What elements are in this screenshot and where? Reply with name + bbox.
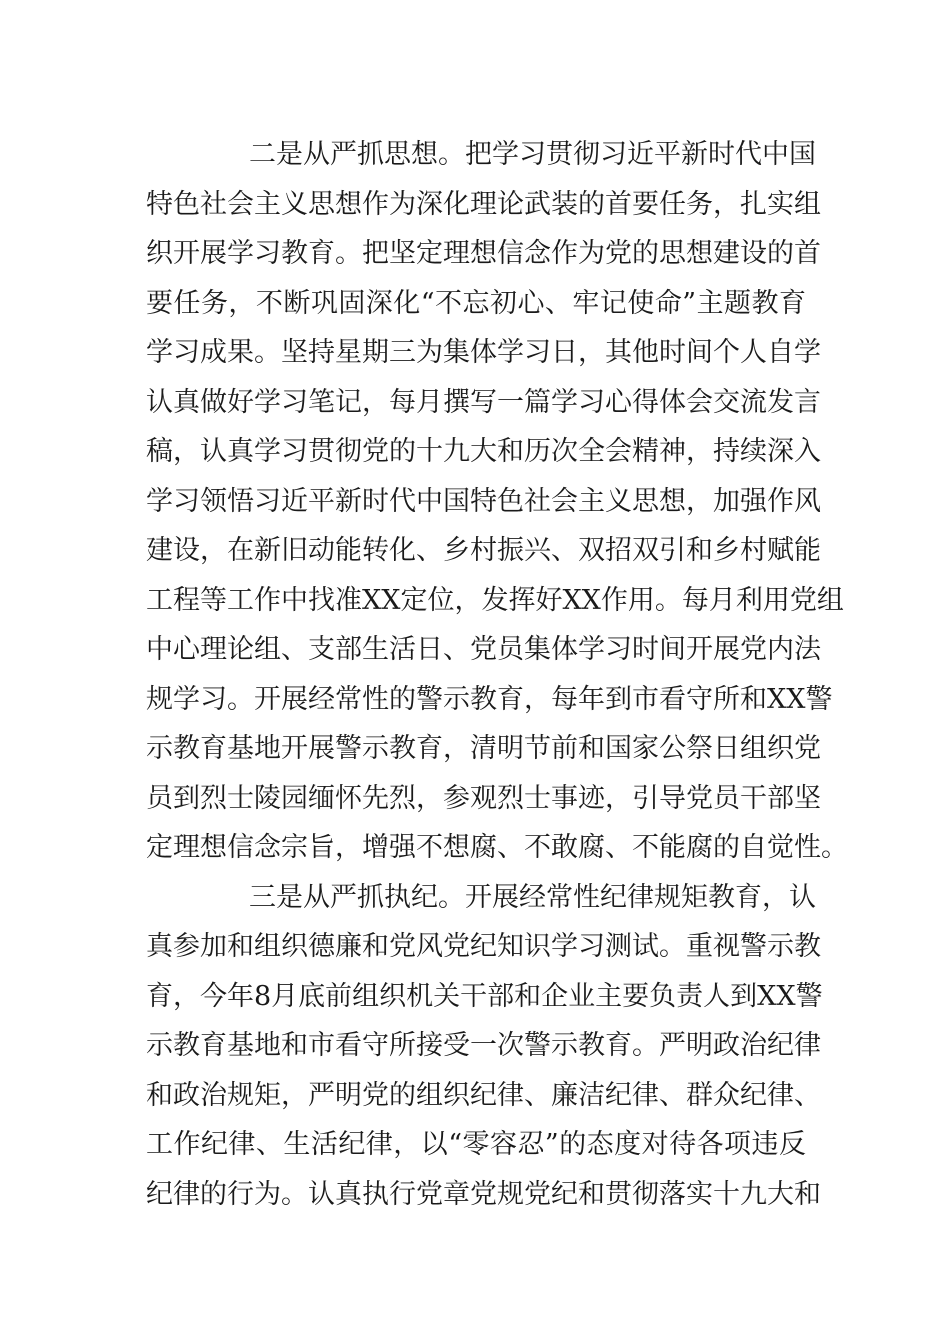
- paragraph-line: 学习成果。坚持星期三为集体学习日，其他时间个人自学: [146, 337, 821, 368]
- paragraph-line: 织开展学习教育。把坚定理想信念作为党的思想建设的首: [146, 238, 821, 269]
- paragraph-line: 员到烈士陵园缅怀先烈，参观烈士事迹，引导党员干部坚: [146, 782, 821, 814]
- paragraph-line: 纪律的行为。认真执行党章党规党纪和贯彻落实十九大和: [146, 1178, 821, 1210]
- paragraph-discipline: [146, 873, 823, 1220]
- paragraph-line: 规学习。开展经常性的警示教育，每年到市看守所和XX警: [146, 683, 833, 715]
- paragraph-line: 中心理论组、支部生活日、党员集体学习时间开展党内法: [146, 634, 821, 665]
- document-body: [146, 130, 848, 1219]
- paragraph-line: 学习领悟习近平新时代中国特色社会主义思想，加强作风: [146, 485, 821, 517]
- paragraph-thought: [146, 130, 848, 873]
- paragraph-line: 三是从严抓执纪。开展经常性纪律规矩教育，认: [249, 881, 816, 913]
- paragraph-line: 建设，在新旧动能转化、乡村振兴、双招双引和乡村赋能: [146, 535, 821, 566]
- paragraph-line: 定理想信念宗旨，增强不想腐、不敢腐、不能腐的自觉性。: [146, 832, 848, 863]
- paragraph-line: 认真做好学习笔记，每月撰写一篇学习心得体会交流发言: [146, 386, 821, 418]
- paragraph-line: 示教育基地开展警示教育，清明节前和国家公祭日组织党: [146, 733, 821, 764]
- paragraph-line: 育，今年8月底前组织机关干部和企业主要负责人到XX警: [146, 980, 823, 1012]
- paragraph-line: 特色社会主义思想作为深化理论武装的首要任务，扎实组: [146, 188, 821, 220]
- paragraph-line: 真参加和组织德廉和党风党纪知识学习测试。重视警示教: [146, 931, 821, 962]
- paragraph-line: 工作纪律、生活纪律，以“零容忍”的态度对待各项违反: [146, 1129, 806, 1160]
- paragraph-line: 稿，认真学习贯彻党的十九大和历次全会精神，持续深入: [146, 436, 821, 467]
- paragraph-line: 示教育基地和市看守所接受一次警示教育。严明政治纪律: [146, 1030, 821, 1061]
- paragraph-line: 工程等工作中找准XX定位，发挥好XX作用。每月利用党组: [146, 584, 844, 616]
- paragraph-line: 和政治规矩，严明党的组织纪律、廉洁纪律、群众纪律、: [146, 1079, 821, 1111]
- paragraph-line: 二是从严抓思想。把学习贯彻习近平新时代中国: [249, 139, 816, 170]
- paragraph-line: 要任务，不断巩固深化“不忘初心、牢记使命”主题教育: [146, 287, 806, 319]
